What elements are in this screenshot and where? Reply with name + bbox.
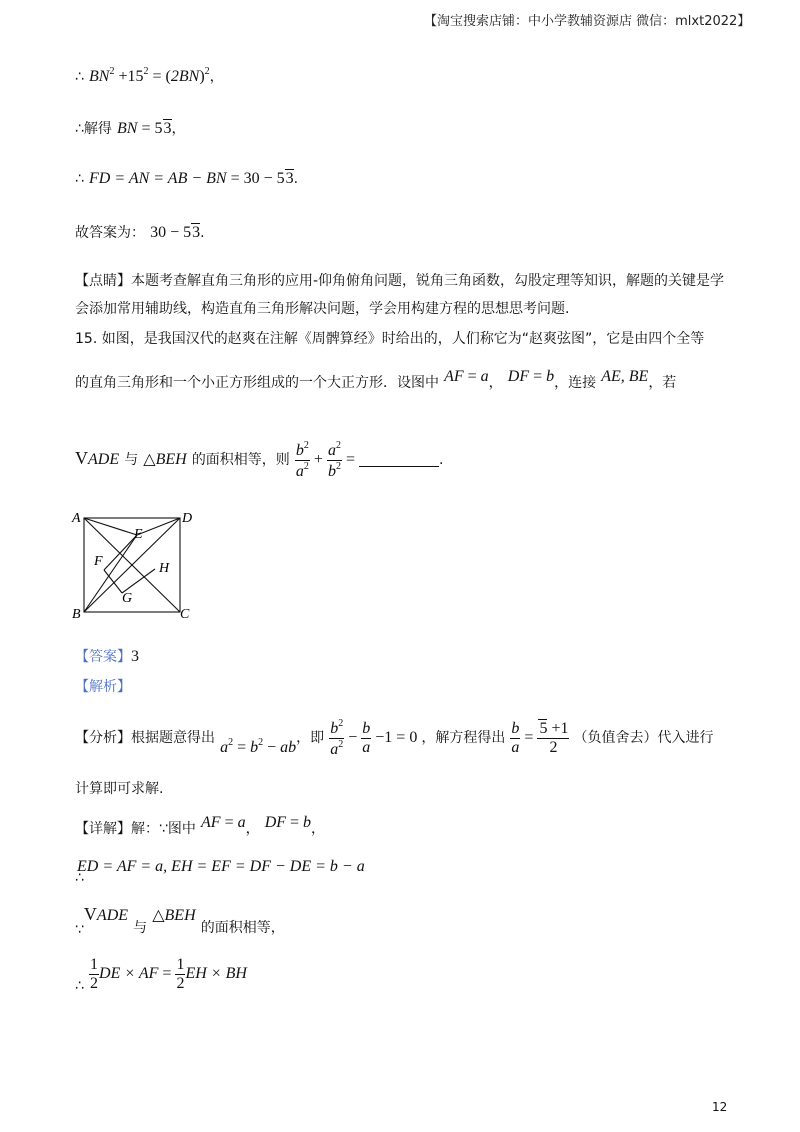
detail-tag: 【详解】解：∵图中 [75, 821, 196, 837]
problem-15-line-1: 15. 如图，是我国汉代的赵爽在注解《周髀算经》时给出的，人们称它为“赵爽弦图”，它是由四个全等 [75, 331, 705, 347]
equation-line-2: ∴解得 BN = 53， [75, 120, 186, 137]
label-g: G [122, 591, 133, 606]
answer-line-prev: 故答案为： 30 − 53. [75, 224, 205, 241]
solve-label: ∴解得 [75, 121, 112, 137]
equation-line-3: ∴ FD = AN = AB − BN = 30 − 53. [75, 170, 299, 187]
dianjing-line-2: 会添加常用辅助线，构造直角三角形解决问题，学会用构建方程的思想思考问题. [75, 301, 570, 317]
label-d: D [182, 511, 193, 526]
therefore-symbol: ∴ [75, 171, 84, 187]
page-number: 12 [712, 1100, 728, 1114]
yu-text: 与 [124, 451, 139, 468]
answer-prefix: 故答案为： [75, 225, 145, 241]
detail-line-3: ∵VADE 与 △BEH 的面积相等， [75, 904, 285, 938]
answer-tag: 【答案】 [75, 649, 131, 665]
therefore-symbol-2: ∴ [75, 977, 84, 994]
equation-line-1: ∴ $BN^2 +15^2 = (2BN)^2$， [75, 66, 224, 85]
label-h: H [159, 561, 170, 576]
detail-line-4: ∴ $\frac{1}{2}$ DE × AF = $\frac{1}{2}$ EH × BH [75, 956, 247, 994]
area-text: 的面积相等，则 [191, 451, 290, 468]
therefore-symbol: ∴ [75, 69, 84, 85]
detail-line-2: ED = AF = a, EH = EF = DF − DE = b − a [77, 858, 365, 875]
detail-line-1: 【详解】解：∵图中 AF = a， DF = b， [75, 814, 326, 837]
analysis-line-2: 计算即可求解. [75, 781, 164, 797]
answer-line [75, 646, 139, 666]
analysis-line-1: 【分析】根据题意得出 $a^2 = b^2$ − ab，即 $\frac{b^2}{a^2}$ − $\frac{b}{a}$ −1 = 0 ，解方程得出 $\frac{b}{a}$ = $\frac{5 +1}{2}$ （负值舍去）代入进行 [75, 718, 714, 758]
label-a: A [72, 511, 81, 526]
shop-header: 【淘宝搜索店铺：中小学教辅资源店 微信：mlxt2022】 [424, 14, 751, 29]
answer-value: 3 [131, 648, 139, 665]
jiexi-tag: 【解析】 [75, 679, 131, 695]
label-b: B [72, 607, 81, 622]
dianjing-line-1: 【点睛】本题考查解直角三角形的应用-仰角俯角问题，锐角三角函数，勾股定理等知识，解题的关键是学 [75, 273, 725, 289]
answer-blank[interactable] [359, 452, 439, 467]
label-e: E [134, 527, 143, 542]
label-c: C [180, 607, 190, 622]
problem-15-line-2: 的直角三角形和一个小正方形组成的一个大正方形．设图中 AF = a， DF = b，连接 AE, BE，若 [75, 368, 677, 391]
problem-15-line-3: VADE 与 △BEH 的面积相等，则 $\frac{b^2}{a^2}$ + $\frac{a^2}{b^2}$ = . [75, 440, 444, 480]
zhao-shuang-figure [70, 508, 200, 623]
problem-text: 的直角三角形和一个小正方形组成的一个大正方形．设图中 [75, 375, 439, 391]
because-symbol: ∵ [75, 922, 84, 938]
label-f: F [94, 554, 103, 569]
analysis-note: （负值舍去）代入进行 [573, 729, 714, 746]
analysis-text: 【分析】根据题意得出 [75, 729, 215, 746]
therefore-symbol-1: ∴ [75, 870, 84, 886]
